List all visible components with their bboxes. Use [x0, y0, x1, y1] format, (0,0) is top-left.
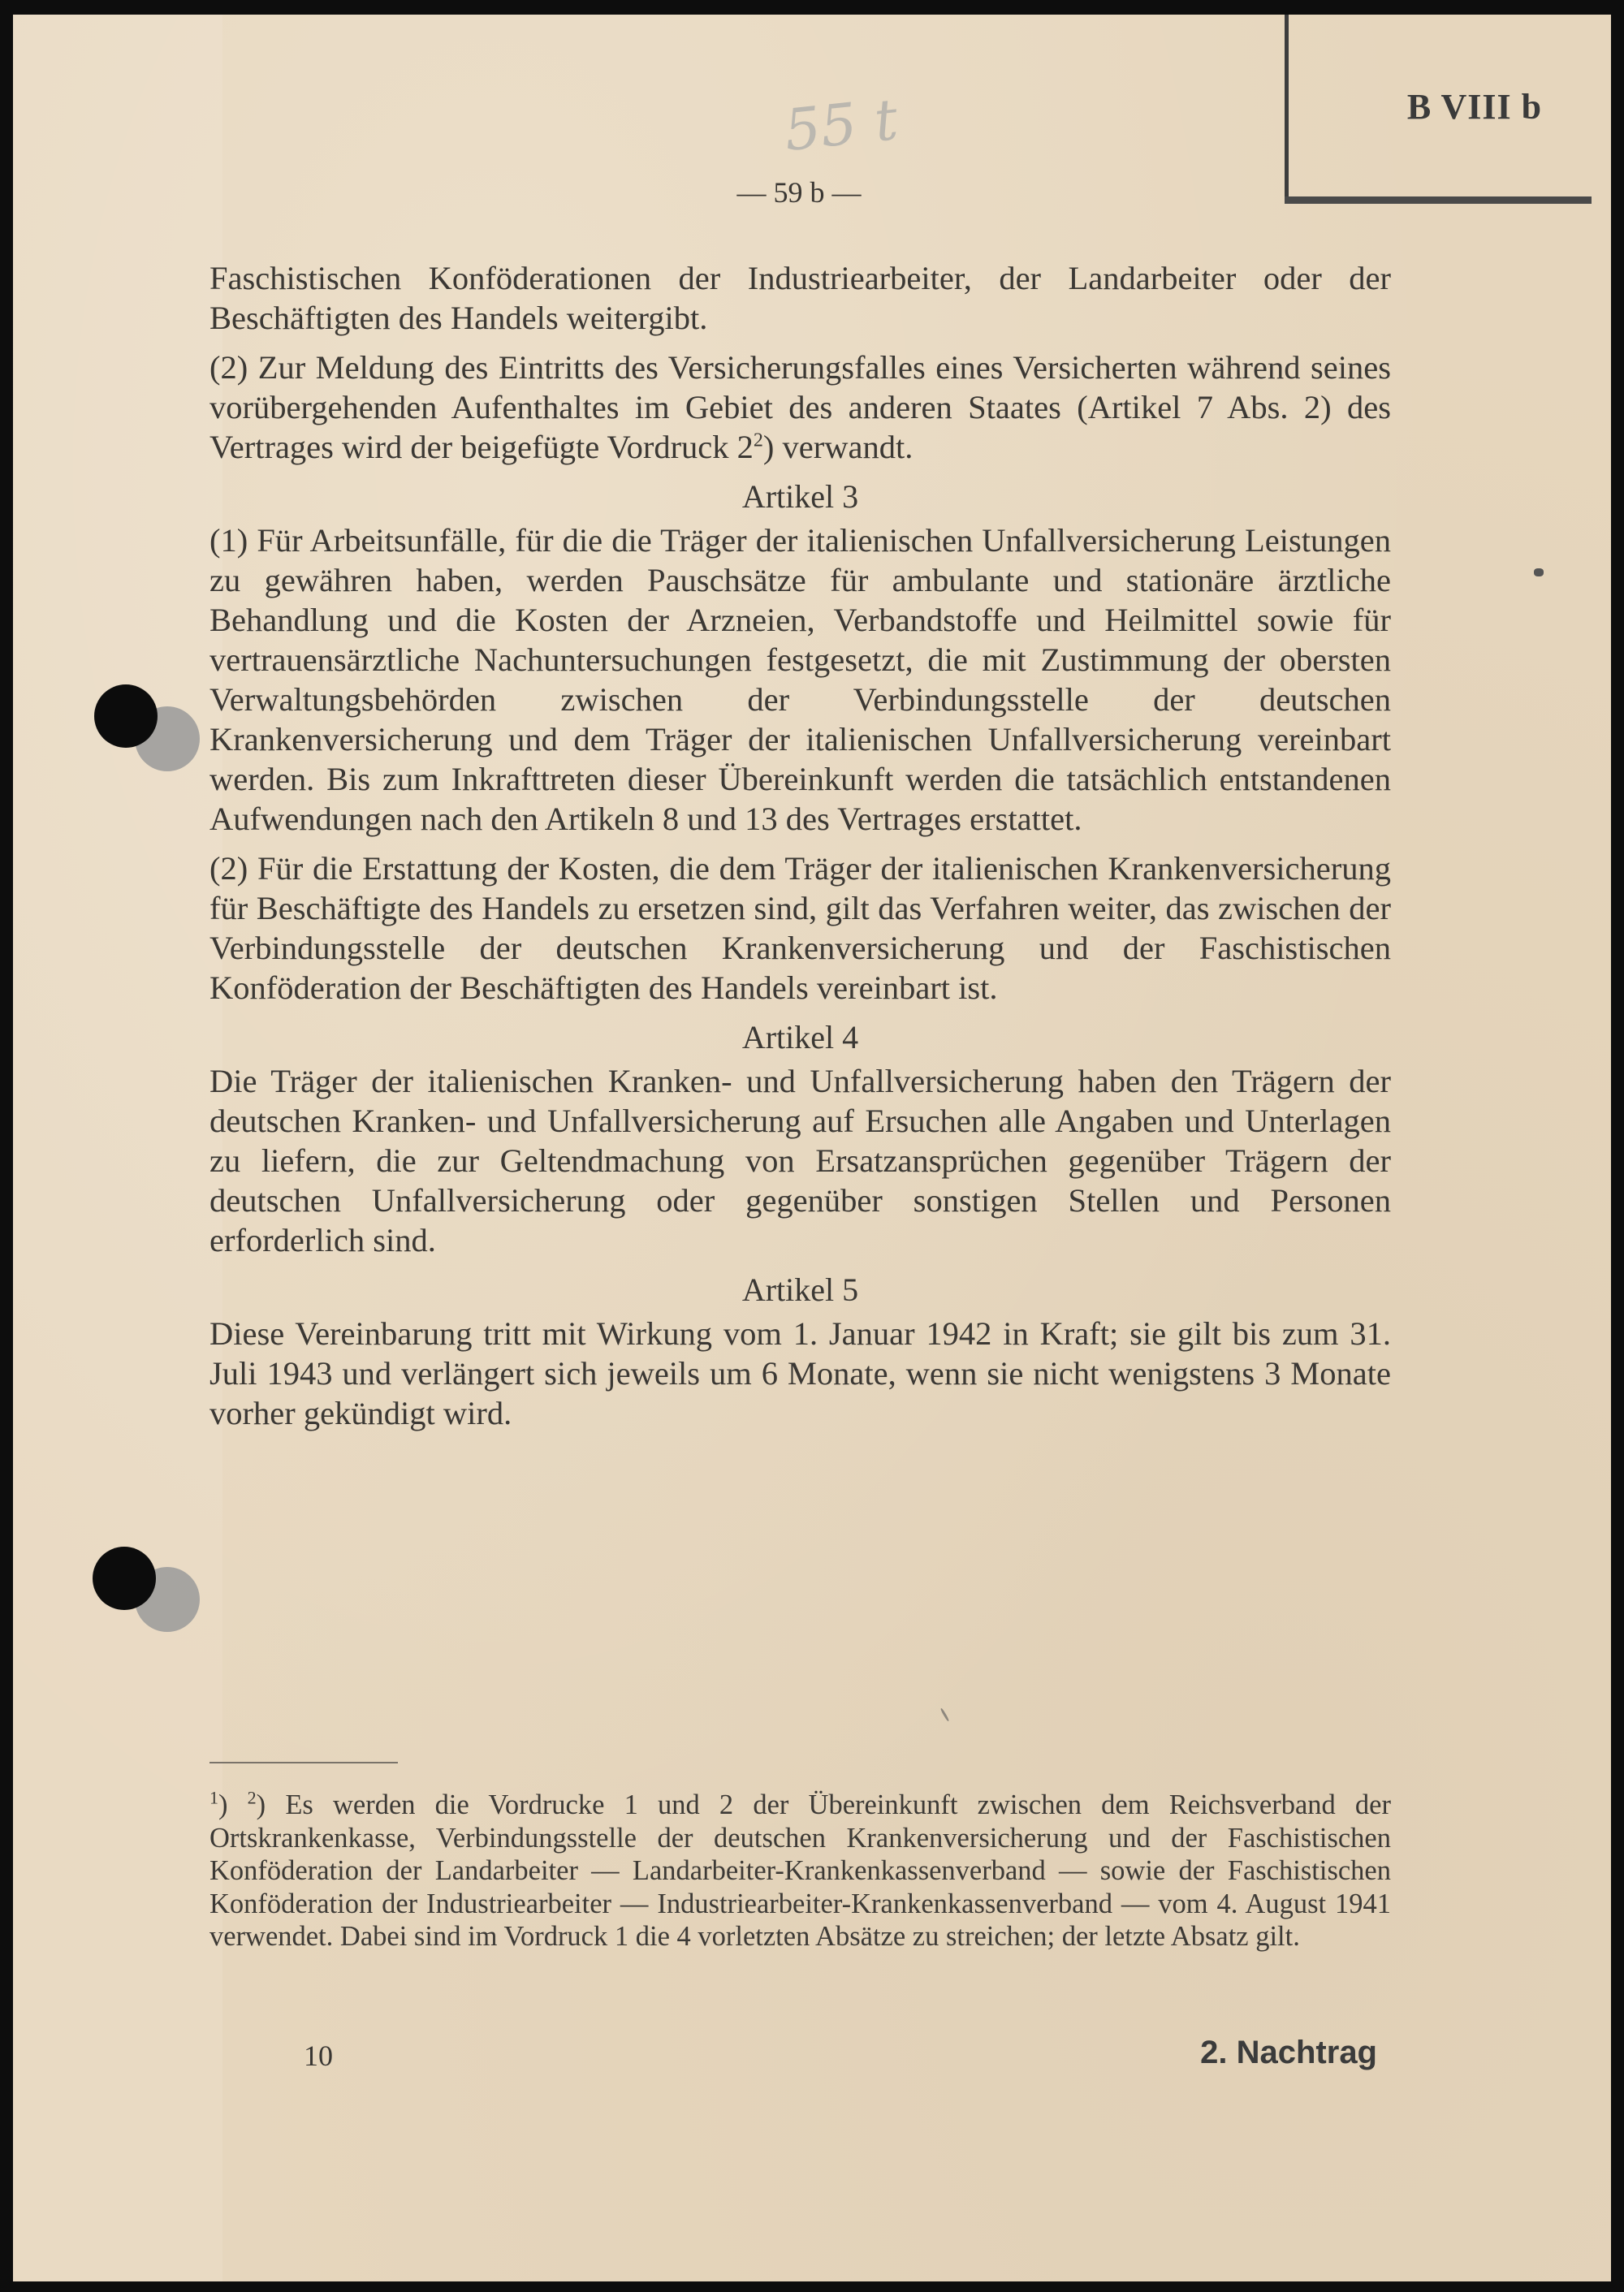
- footnote-marker-2: 2: [247, 1787, 257, 1808]
- punch-hole-lower: [93, 1547, 156, 1610]
- page-marker: — 59 b —: [736, 176, 862, 209]
- paper-speck: [940, 1707, 950, 1721]
- paper-speck: [1534, 568, 1544, 576]
- document-body: [209, 258, 1391, 1443]
- paragraph-2-text: (2) Zur Meldung des Eintritts des Versicherungsfalles eines Versicherten während seines vorübergehenden Aufenthaltes im Gebiet des anderen Staates (Artikel 7 Abs. 2) des Vertrages wird der beigefügte Vordruck 2: [209, 349, 1391, 465]
- article-4-heading: Artikel 4: [741, 1019, 859, 1055]
- article-5-heading: Artikel 5: [741, 1271, 859, 1308]
- footnote-marker-1: 1: [209, 1787, 218, 1808]
- sheet-number: 10: [304, 2039, 333, 2072]
- classification-label: B VIII b: [1406, 87, 1543, 127]
- footnote-ref: 2: [753, 429, 763, 451]
- punch-hole-upper: [94, 684, 158, 748]
- footnote-text: Es werden die Vordrucke 1 und 2 der Übereinkunft zwischen dem Reichsverband der Ortskrankenkasse, Verbindungsstelle der deutschen Krankenversicherung und der Faschistischen Konföderation der Landarbeiter — Landarbeiter-Krankenkassenverband — sowie der Faschistischen Konföderation der Industriearbeiter — Industriearbeiter-Krankenkassenverband — vom 4. August 1941 verwendet. Dabei sind im Vordruck 1 die 4 vorletzten Absätze zu streichen; der letzte Absatz gilt.: [209, 1789, 1391, 1952]
- article-3-paragraph-1: (1) Für Arbeitsunfälle, für die die Träger der italienischen Unfallversicherung Leistungen zu gewähren haben, werden Pauschsätze für ambulante und stationäre ärztliche Behandlung und die Kosten der Arzneien, Verbandstoffe und Heilmittel sowie für vertrauensärztliche Nachuntersuchungen festgesetzt, die mit Zustimmung der obersten Verwaltungsbehörden zwischen der Verbindungsstelle der deutschen Krankenversicherung und dem Träger der italienischen Unfallversicherung vereinbart werden. Bis zum Inkrafttreten dieser Übereinkunft werden die tatsächlich entstandenen Aufwendungen nach den Artikeln 8 und 13 des Vertrages erstattet.: [209, 522, 1391, 837]
- pencil-annotation: 55 t: [781, 85, 901, 165]
- article-4-paragraph: Die Träger der italienischen Kranken- und Unfallversicherung haben den Trägern der deutschen Kranken- und Unfallversicherung auf Ersuchen alle Angaben und Unterlagen zu liefern, die zur Geltendmachung von Ersatzansprüchen gegenüber Trägern der deutschen Unfallversicherung oder gegenüber sonstigen Stellen und Personen erforderlich sind.: [209, 1063, 1391, 1258]
- paragraph-2-tail: ) verwandt.: [762, 429, 914, 465]
- document-page: [13, 15, 1611, 2281]
- article-3-heading: Artikel 3: [741, 478, 859, 515]
- intro-paragraph: Faschistischen Konföderationen der Industriearbeiter, der Landarbeiter oder der Beschäftigten des Handels weitergibt.: [209, 260, 1391, 336]
- article-3-paragraph-2: (2) Für die Erstattung der Kosten, die dem Träger der italienischen Krankenversicherung für Beschäftigte des Handels zu ersetzen sind, gilt das Verfahren weiter, das zwischen der Verbindungsstelle der deutschen Krankenversicherung und der Faschistischen Konföderation der Beschäftigten des Handels vereinbart ist.: [209, 850, 1391, 1006]
- article-5-paragraph: Diese Vereinbarung tritt mit Wirkung vom 1. Januar 1942 in Kraft; sie gilt bis zum 31. Juli 1943 und verlängert sich jeweils um 6 Monate, wenn sie nicht wenigstens 3 Monate vorher gekündigt wird.: [209, 1315, 1391, 1431]
- paper-fold-band: [13, 15, 222, 2281]
- classification-box-border-vertical: [1285, 15, 1289, 200]
- paragraph-2: [209, 347, 1391, 467]
- footnote-separator: [209, 1762, 398, 1763]
- supplement-label: 2. Nachtrag: [1200, 2035, 1377, 2070]
- footnote: $^1$) $^2$) Es werden die Vordrucke 1 und 2 der Übereinkunft zwischen dem Reichsverband der Ortskrankenkasse, Verbindungsstelle der deutschen Krankenversicherung und der Faschistischen Konföderation der Landarbeiter — Landarbeiter-Krankenkassenverband — sowie der Faschistischen Konföderation der Industriearbeiter — Industriearbeiter-Krankenkassenverband — vom 4. August 1941 verwendet. Dabei sind im Vordruck 1 die 4 vorletzten Absätze zu streichen; der letzte Absatz gilt.: [209, 1787, 1391, 1952]
